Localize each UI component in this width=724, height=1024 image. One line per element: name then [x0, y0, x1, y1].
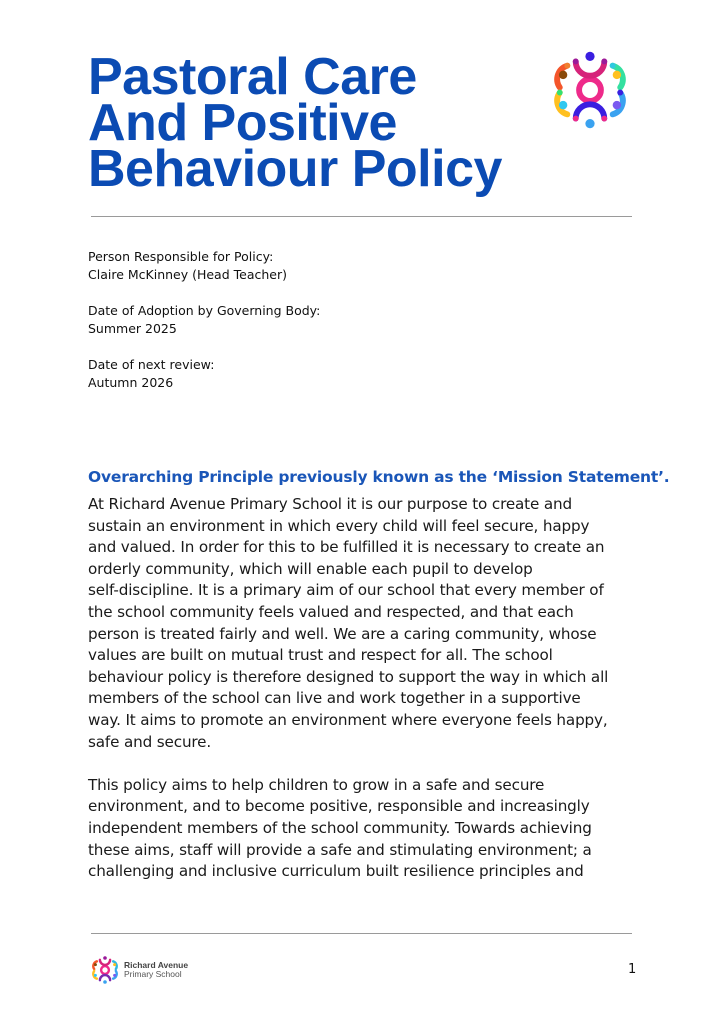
- text-line: these aims, staff will provide a safe and stimulating environment; a: [88, 840, 592, 859]
- school-name-line1: Richard Avenue: [124, 960, 189, 970]
- meta-label: Date of Adoption by Governing Body:: [88, 303, 321, 318]
- text-line: behaviour policy is therefore designed to support the way in which all: [88, 667, 609, 686]
- school-name-line2: Primary School: [124, 969, 182, 979]
- text-line: independent members of the school community. Towards achieving: [88, 818, 592, 837]
- meta-value: Claire McKinney (Head Teacher): [88, 267, 287, 282]
- section-heading: Overarching Principle previously known as the ‘Mission Statement’.: [88, 468, 670, 486]
- text-line: self-discipline. It is a primary aim of our school that every member of: [88, 581, 604, 600]
- paragraph: [88, 775, 648, 883]
- text-line: environment, and to become positive, responsible and increasingly: [88, 797, 590, 816]
- footer-school-name: [124, 961, 188, 979]
- meta-adoption-date: [88, 302, 320, 338]
- meta-value: Summer 2025: [88, 321, 177, 336]
- paragraph: [88, 494, 648, 753]
- text-line: At Richard Avenue Primary School it is our purpose to create and: [88, 495, 572, 513]
- school-logo-icon: [90, 955, 120, 985]
- meta-label: Date of next review:: [88, 357, 215, 372]
- text-line: sustain an environment in which every child will feel secure, happy: [88, 516, 590, 535]
- header-divider: [91, 216, 632, 217]
- meta-review-date: [88, 356, 320, 392]
- section-body: [88, 494, 648, 904]
- text-line: orderly community, which will enable each pupil to develop: [88, 559, 533, 578]
- text-line: the school community feels valued and respected, and that each: [88, 602, 574, 621]
- text-line: members of the school can live and work together in a supportive: [88, 689, 581, 708]
- text-line: This policy aims to help children to grow in a safe and secure: [88, 775, 545, 794]
- page-number: 1: [628, 962, 637, 977]
- meta-value: Autumn 2026: [88, 375, 174, 390]
- title-line: Pastoral Care: [88, 48, 417, 106]
- policy-meta: [88, 248, 320, 410]
- text-line: way. It aims to promote an environment where everyone feels happy,: [88, 710, 608, 729]
- text-line: person is treated fairly and well. We are a caring community, whose: [88, 624, 597, 643]
- meta-label: Person Responsible for Policy:: [88, 249, 274, 264]
- footer-school-logo: [90, 955, 188, 985]
- text-line: and valued. In order for this to be fulfilled it is necessary to create an: [88, 538, 605, 557]
- title-line: Behaviour Policy: [88, 140, 502, 198]
- title-line: And Positive: [88, 94, 397, 152]
- school-logo-icon: [548, 48, 632, 132]
- footer-divider: [91, 933, 632, 934]
- text-line: safe and secure.: [88, 732, 212, 751]
- meta-responsible: [88, 248, 320, 284]
- text-line: challenging and inclusive curriculum built resilience principles and: [88, 862, 584, 881]
- text-line: values are built on mutual trust and respect for all. The school: [88, 646, 553, 665]
- document-title: [88, 48, 548, 198]
